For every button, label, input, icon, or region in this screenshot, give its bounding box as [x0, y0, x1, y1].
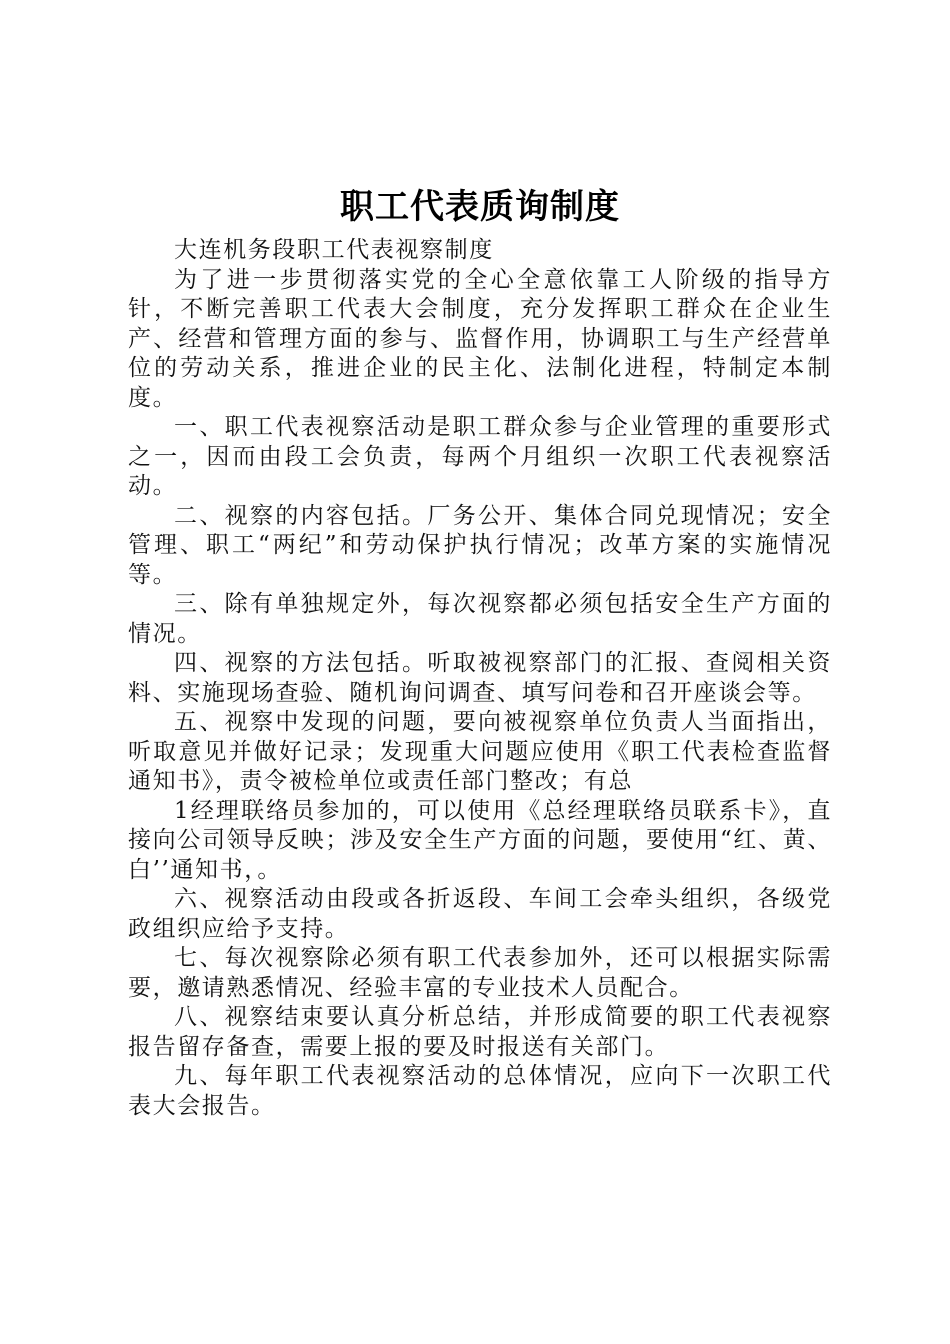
clause-6-paragraph: 六、视察活动由段或各折返段、车间工会牵头组织，各级党政组织应给予支持。 — [128, 886, 832, 942]
clause-1-paragraph: 一、职工代表视察活动是职工群众参与企业管理的重要形式之一，因而由段工会负责，每两个月组织一次职工代表视察活动。 — [128, 414, 832, 499]
subtitle-paragraph: 大连机务段职工代表视察制度 — [174, 237, 494, 263]
clause-5-paragraph: 五、视察中发现的问题，要向被视察单位负责人当面指出，听取意见并做好记录；发现重大问题应使用《职工代表检查监督通知书》，责令被检单位或责任部门整改；有总 — [128, 709, 832, 794]
clause-5-continued-paragraph: 1经理联络员参加的，可以使用《总经理联络员联系卡》，直接向公司领导反映；涉及安全生产方面的问题，要使用“红、黄、白’’通知书，。 — [128, 797, 832, 883]
clause-7-paragraph: 七、每次视察除必须有职工代表参加外，还可以根据实际需要，邀请熟悉情况、经验丰富的专业技术人员配合。 — [128, 945, 832, 1001]
document-title: 职工代表质询制度 — [340, 187, 620, 227]
clause-8-paragraph: 八、视察结束要认真分析总结，并形成简要的职工代表视察报告留存备查，需要上报的要及时报送有关部门。 — [128, 1004, 832, 1060]
clause-2-paragraph: 二、视察的内容包括。厂务公开、集体合同兑现情况；安全管理、职工“两纪”和劳动保护执行情况；改革方案的实施情况等。 — [128, 502, 832, 588]
clause-3-paragraph: 三、除有单独规定外，每次视察都必须包括安全生产方面的情况。 — [128, 591, 832, 647]
preamble-paragraph: 为了进一步贯彻落实党的全心全意依靠工人阶级的指导方针，不断完善职工代表大会制度，充分发挥职工群众在企业生产、经营和管理方面的参与、监督作用，协调职工与生产经营单位的劳动关系，推进企业的民主化、法制化进程，特制定本制度。 — [128, 266, 832, 411]
clause-9-paragraph: 九、每年职工代表视察活动的总体情况，应向下一次职工代表大会报告。 — [128, 1063, 832, 1119]
document-page — [128, 186, 832, 1121]
clause-4-paragraph: 四、视察的方法包括。听取被视察部门的汇报、查阅相关资料、实施现场查验、随机询问调查、填写问卷和召开座谈会等。 — [128, 650, 832, 706]
